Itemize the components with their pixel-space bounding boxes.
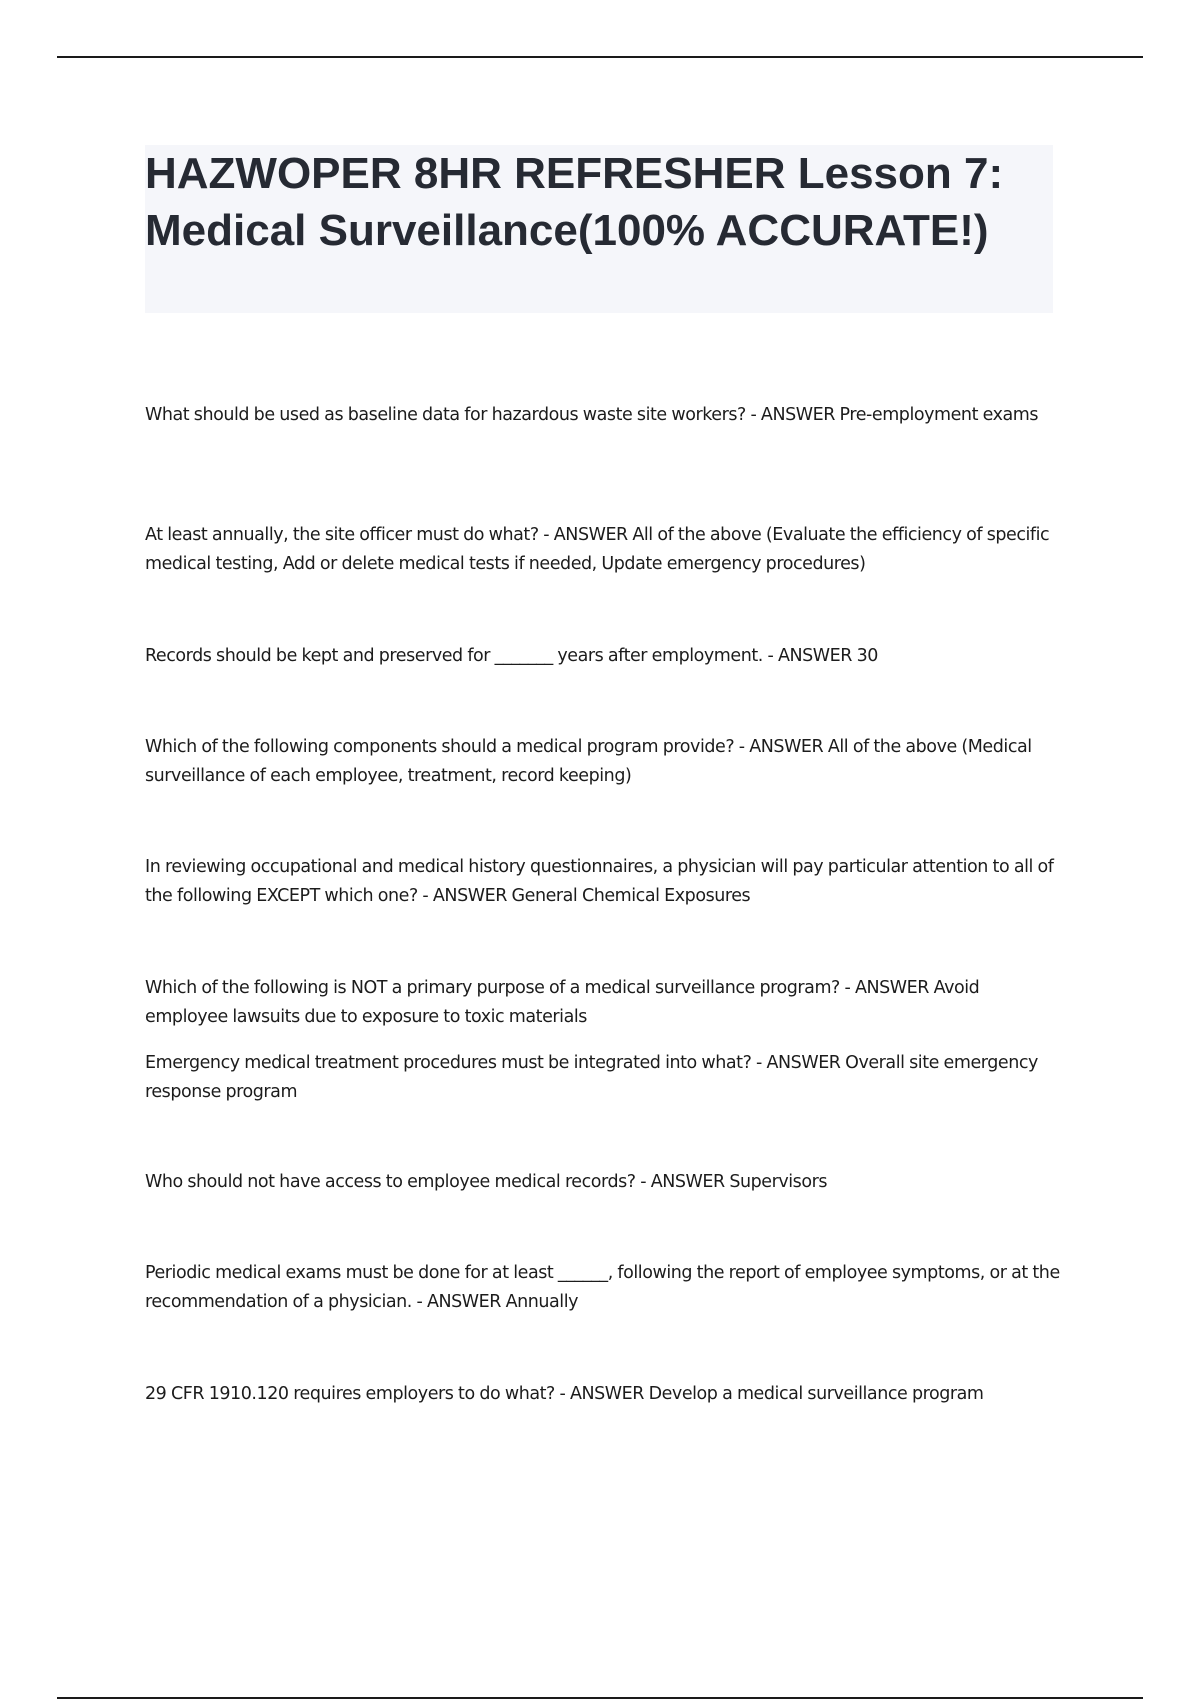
title-block — [145, 145, 1053, 313]
qa-item-1: What should be used as baseline data for hazardous waste site workers? - ANSWER Pre-employment exams — [145, 405, 1039, 425]
top-rule — [57, 56, 1143, 58]
qa-item-5: In reviewing occupational and medical history questionnaires, a physician will pay particular attention to all of the following EXCEPT which one? - ANSWER General Chemical Exposures — [145, 857, 1054, 906]
qa-item-8: Who should not have access to employee medical records? - ANSWER Supervisors — [145, 1172, 828, 1192]
bottom-rule — [57, 1697, 1143, 1699]
qa-item-3: Records should be kept and preserved for _______ years after employment. - ANSWER 30 — [145, 646, 878, 666]
qa-item-10: 29 CFR 1910.120 requires employers to do what? - ANSWER Develop a medical surveillance program — [145, 1384, 984, 1404]
qa-item-9: Periodic medical exams must be done for at least ______, following the report of employee symptoms, or at the recommendation of a physician. - ANSWER Annually — [145, 1263, 1060, 1312]
qa-item-4: Which of the following components should a medical program provide? - ANSWER All of the above (Medical surveillance of each employee, treatment, record keeping) — [145, 737, 1032, 786]
qa-item-6: Which of the following is NOT a primary purpose of a medical surveillance program? - ANSWER Avoid employee lawsuits due to exposure to toxic materials — [145, 978, 980, 1027]
qa-item-7: Emergency medical treatment procedures must be integrated into what? - ANSWER Overall site emergency response program — [145, 1053, 1038, 1102]
qa-item-2: At least annually, the site officer must do what? - ANSWER All of the above (Evaluate the efficiency of specific medical testing, Add or delete medical tests if needed, Update emergency procedures) — [145, 525, 1050, 574]
document-title: HAZWOPER 8HR REFRESHER Lesson 7: Medical Surveillance(100% ACCURATE!) — [145, 149, 1004, 255]
